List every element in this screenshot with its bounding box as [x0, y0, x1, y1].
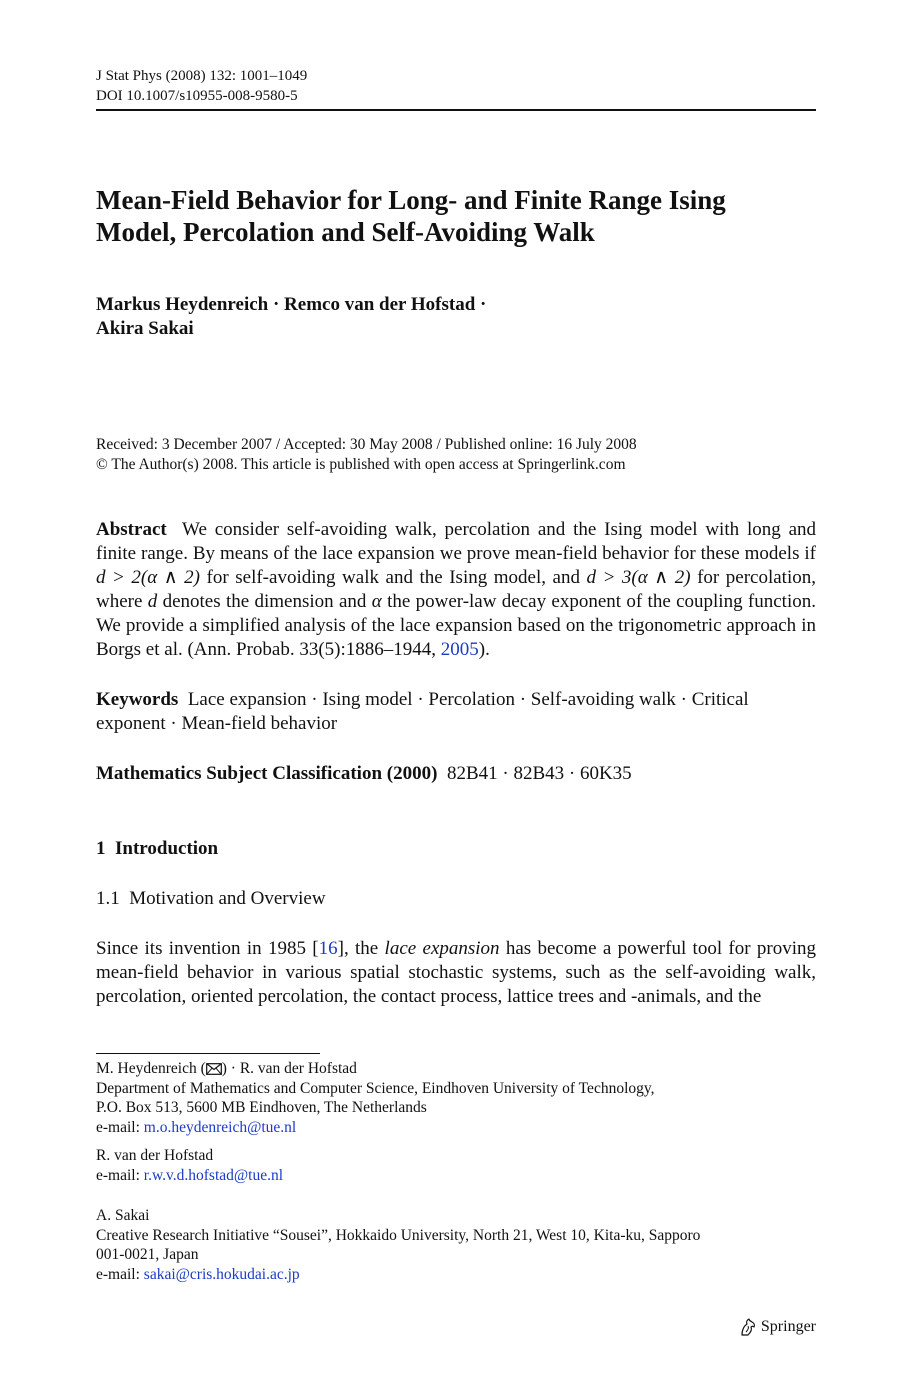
- authors-line-1: Markus Heydenreich · Remco van der Hofstad ·: [96, 294, 487, 315]
- abstract-math-2: d > 3(α ∧ 2): [586, 567, 691, 588]
- abstract-text-6: ).: [478, 639, 490, 660]
- sakai-affiliation: Creative Research Initiative “Sousei”, Hokkaido University, North 21, West 10, Kita-ku, Sapporo: [96, 1226, 701, 1244]
- abstract-label: Abstract: [96, 519, 167, 540]
- title-line-1: Mean-Field Behavior for Long- and Finite Range Ising: [96, 185, 726, 215]
- paper-title: [96, 184, 816, 248]
- abstract-text-5: the power-law decay exponent of the coupling function. We provide a simplified analysis of the lace expansion based on the trigonometric approach in Borgs et al. (Ann. Probab. 33(5):1886–1944,: [96, 591, 816, 660]
- header-rule: [96, 109, 816, 111]
- hofstad-name: R. van der Hofstad: [96, 1147, 214, 1164]
- abstract-math-3: d: [147, 591, 158, 612]
- citation-link-16[interactable]: 16: [318, 938, 338, 959]
- sakai-postal: 001-0021, Japan: [96, 1246, 199, 1263]
- abstract-text-2: for self-avoiding walk and the Ising model, and: [200, 567, 587, 588]
- citation-link-2005[interactable]: 2005: [440, 639, 479, 660]
- abstract-text-1: We consider self-avoiding walk, percolation and the Ising model with long and finite range. By means of the lace expansion we prove mean-field behavior for these models if: [96, 519, 816, 564]
- hofstad-email-link[interactable]: r.w.v.d.hofstad@tue.nl: [143, 1166, 284, 1184]
- authors: [96, 293, 486, 341]
- sakai-name: A. Sakai: [96, 1207, 150, 1224]
- authors-line-2: Akira Sakai: [96, 318, 194, 339]
- springer-name: Springer: [760, 1318, 816, 1335]
- heydenreich-email-link[interactable]: m.o.heydenreich@tue.nl: [143, 1118, 297, 1136]
- abstract-text-3: for percolation, where: [96, 567, 816, 612]
- subsection-heading: [96, 887, 326, 911]
- footnote-dept: Department of Mathematics and Computer Science, Eindhoven University of Technology,: [96, 1079, 655, 1097]
- subsection-number: 1.1: [96, 888, 120, 909]
- envelope-icon: [206, 1063, 222, 1075]
- msc-classification: [96, 762, 816, 786]
- title-line-2: Model, Percolation and Self-Avoiding Walk: [96, 217, 595, 247]
- msc-label: Mathematics Subject Classification (2000): [96, 763, 438, 784]
- journal-citation: J Stat Phys (2008) 132: 1001–1049: [96, 68, 308, 84]
- footnote-heydenreich: [96, 1059, 816, 1137]
- footnote-address: P.O. Box 513, 5600 MB Eindhoven, The Netherlands: [96, 1099, 427, 1116]
- publication-dates: Received: 3 December 2007 / Accepted: 30 May 2008 / Published online: 16 July 2008: [96, 436, 637, 453]
- springer-logo: [739, 1317, 816, 1337]
- intro-text-3: has become a powerful tool for proving mean-field behavior in various spatial stochastic systems, such as the self-avoiding walk, percolation, oriented percolation, the contact process, lattice trees and -animals, and the: [96, 938, 816, 1007]
- email-label: e-mail:: [96, 1118, 144, 1136]
- footnote-email-row: [96, 1118, 816, 1138]
- abstract: [96, 518, 816, 662]
- intro-emphasis: lace expansion: [384, 938, 500, 959]
- keywords-text: Lace expansion · Ising model · Percolation · Self-avoiding walk · Critical exponent · Mean-field behavior: [96, 689, 749, 734]
- sakai-email-link[interactable]: sakai@cris.hokudai.ac.jp: [143, 1265, 300, 1283]
- footnote-sakai: [96, 1206, 816, 1284]
- footnote-email-row: [96, 1166, 816, 1186]
- email-label: e-mail:: [96, 1265, 144, 1283]
- keywords-label: Keywords: [96, 689, 179, 710]
- keywords: [96, 688, 816, 736]
- springer-horse-icon: [739, 1317, 757, 1337]
- section-title: Introduction: [115, 838, 219, 859]
- msc-text: 82B41 · 82B43 · 60K35: [446, 763, 632, 784]
- publication-meta: [96, 435, 637, 474]
- section-number: 1: [96, 838, 106, 859]
- abstract-text-4: denotes the dimension and: [157, 591, 372, 612]
- section-heading: [96, 837, 218, 861]
- journal-header: [96, 66, 307, 106]
- intro-text-1: Since its invention in 1985 [: [96, 938, 319, 959]
- footnote-email-row: [96, 1265, 816, 1285]
- doi: DOI 10.1007/s10955-008-9580-5: [96, 88, 298, 104]
- footnote-names: [96, 1059, 816, 1079]
- footnote-hofstad: [96, 1146, 816, 1185]
- heydenreich-name-end: ) · R. van der Hofstad: [221, 1060, 357, 1077]
- intro-paragraph: [96, 937, 816, 1009]
- footnote-rule: [96, 1053, 320, 1054]
- intro-text-2: ], the: [337, 938, 385, 959]
- email-label: e-mail:: [96, 1166, 144, 1184]
- copyright-notice: © The Author(s) 2008. This article is published with open access at Springerlink.com: [96, 455, 626, 473]
- heydenreich-name: M. Heydenreich (: [96, 1060, 206, 1077]
- abstract-math-4: α: [371, 591, 382, 612]
- subsection-title: Motivation and Overview: [129, 888, 326, 909]
- abstract-math-1: d > 2(α ∧ 2): [96, 567, 201, 588]
